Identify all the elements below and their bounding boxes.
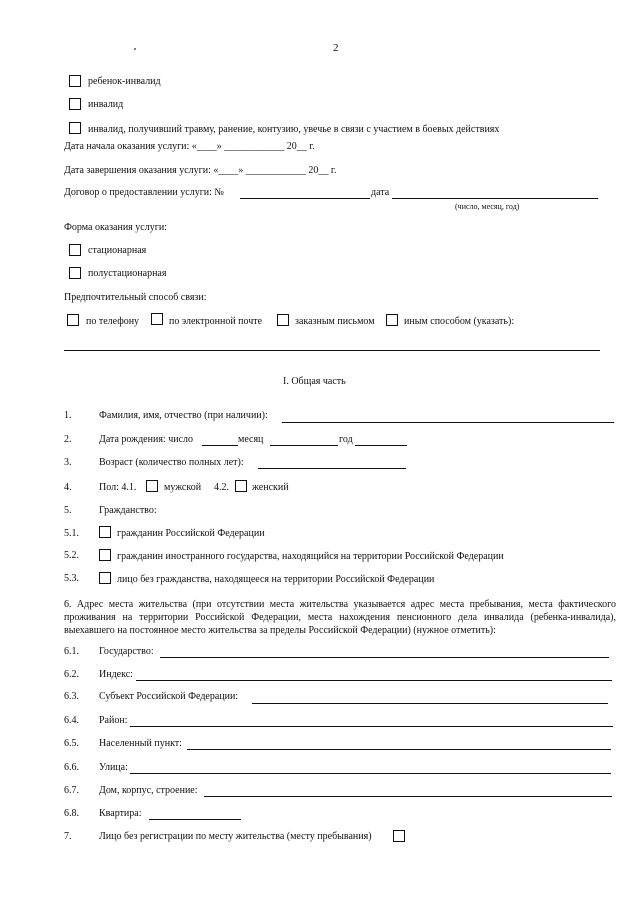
checkbox-stationary[interactable] — [69, 244, 81, 256]
service-start-date: Дата начала оказания услуги: «____» ____________ 20__ г. — [64, 141, 315, 152]
label-stationary: стационарная — [88, 245, 147, 256]
address-label-apartment: Квартира: — [99, 808, 142, 819]
sex-label: Пол: 4.1. — [99, 482, 137, 493]
address-label-house: Дом, корпус, строение: — [99, 785, 198, 796]
label-email: по электронной почте — [169, 316, 263, 327]
other-contact-field[interactable] — [64, 350, 600, 351]
item-number-5-2: 5.2. — [64, 550, 79, 561]
checkbox-rf-citizen[interactable] — [99, 526, 111, 538]
contract-number-field[interactable] — [240, 198, 370, 199]
checkbox-stateless[interactable] — [99, 572, 111, 584]
birth-year-field[interactable] — [355, 445, 407, 446]
address-label-street: Улица: — [99, 762, 128, 773]
birth-month-field[interactable] — [270, 445, 338, 446]
checkbox-email[interactable] — [151, 313, 163, 325]
birth-month-label: месяц — [238, 434, 264, 445]
label-other: иным способом (указать): — [404, 316, 515, 327]
item-number-5-3: 5.3. — [64, 573, 79, 584]
address-field-region[interactable] — [252, 703, 608, 704]
address-field-country[interactable] — [160, 657, 609, 658]
sex-number-2: 4.2. — [214, 482, 229, 493]
checkbox-other[interactable] — [386, 314, 398, 326]
birth-day-field[interactable] — [202, 445, 238, 446]
label-male: мужской — [164, 482, 202, 493]
checkbox-phone[interactable] — [67, 314, 79, 326]
checkbox-disabled[interactable] — [69, 98, 81, 110]
name-label: Фамилия, имя, отчество (при наличии): — [99, 410, 268, 421]
label-semi-stationary: полустационарная — [88, 268, 167, 279]
service-form-title: Форма оказания услуги: — [64, 222, 167, 233]
label-foreign-citizen: гражданин иностранного государства, находящийся на территории Российской Федерации — [117, 551, 504, 562]
address-number-6-5: 6.5. — [64, 738, 79, 749]
age-field[interactable] — [258, 468, 406, 469]
address-label-index: Индекс: — [99, 669, 133, 680]
section-title: I. Общая часть — [283, 376, 346, 387]
service-end-date: Дата завершения оказания услуги: «____» ____________ 20__ г. — [64, 165, 337, 176]
label-rf-citizen: гражданин Российской Федерации — [117, 528, 265, 539]
address-intro: 6. Адрес места жительства (при отсутствии места жительства указывается адрес места пребывания, места фактического проживания на территории Российской Федерации, места нахождения пенсионного дела инвалида (ребенка-инвалида), выехавшего на постоянное место жительства за пределы Российской Федерации) (нужное отметить): — [64, 599, 616, 636]
checkbox-disabled-child[interactable] — [69, 75, 81, 87]
address-field-index[interactable] — [136, 680, 612, 681]
label-letter: заказным письмом — [295, 316, 375, 327]
address-field-settlement[interactable] — [187, 749, 611, 750]
contract-label: Договор о предоставлении услуги: № — [64, 187, 224, 198]
page-number: 2 — [333, 42, 339, 54]
label-disabled-child: ребенок-инвалид — [88, 76, 161, 87]
address-number-6-6: 6.6. — [64, 762, 79, 773]
address-label-country: Государство: — [99, 646, 154, 657]
contract-date-field[interactable] — [392, 198, 598, 199]
address-number-6-2: 6.2. — [64, 669, 79, 680]
address-number-6-7: 6.7. — [64, 785, 79, 796]
address-label-district: Район: — [99, 715, 128, 726]
contact-title: Предпочтительный способ связи: — [64, 292, 207, 303]
age-label: Возраст (количество полных лет): — [99, 457, 244, 468]
checkbox-semi-stationary[interactable] — [69, 267, 81, 279]
checkbox-female[interactable] — [235, 480, 247, 492]
label-combat-disabled: инвалид, получивший травму, ранение, контузию, увечье в связи с участием в боевых действиях — [88, 124, 500, 135]
address-number-6-1: 6.1. — [64, 646, 79, 657]
checkbox-foreign-citizen[interactable] — [99, 549, 111, 561]
item-number-1: 1. — [64, 410, 72, 421]
address-number-6-8: 6.8. — [64, 808, 79, 819]
address-number-6-3: 6.3. — [64, 691, 79, 702]
birth-day-label: Дата рождения: число — [99, 434, 194, 445]
no-registration-label: Лицо без регистрации по месту жительства (месту пребывания) — [99, 831, 372, 842]
item-number-2: 2. — [64, 434, 72, 445]
label-female: женский — [252, 482, 289, 493]
label-phone: по телефону — [86, 316, 140, 327]
address-label-settlement: Населенный пункт: — [99, 738, 182, 749]
address-field-house[interactable] — [204, 796, 612, 797]
contract-date-label: дата — [371, 187, 390, 198]
birth-year-label: год — [339, 434, 353, 445]
address-field-street[interactable] — [130, 773, 611, 774]
address-label-region: Субъект Российской Федерации: — [99, 691, 239, 702]
address-number-6-4: 6.4. — [64, 715, 79, 726]
address-field-district[interactable] — [130, 726, 613, 727]
item-number-7: 7. — [64, 831, 72, 842]
checkbox-no-registration[interactable] — [393, 830, 405, 842]
item-number-5: 5. — [64, 505, 72, 516]
label-stateless: лицо без гражданства, находящееся на территории Российской Федерации — [117, 574, 435, 585]
contract-date-hint: (число, месяц, год) — [455, 202, 520, 211]
citizenship-label: Гражданство: — [99, 505, 157, 516]
checkbox-male[interactable] — [146, 480, 158, 492]
name-field[interactable] — [282, 422, 614, 423]
item-number-3: 3. — [64, 457, 72, 468]
label-disabled: инвалид — [88, 99, 124, 110]
address-field-apartment[interactable] — [149, 819, 241, 820]
checkbox-letter[interactable] — [277, 314, 289, 326]
checkbox-combat-disabled[interactable] — [69, 122, 81, 134]
item-number-5-1: 5.1. — [64, 528, 79, 539]
item-number-4: 4. — [64, 482, 72, 493]
scan-speck — [134, 48, 136, 50]
